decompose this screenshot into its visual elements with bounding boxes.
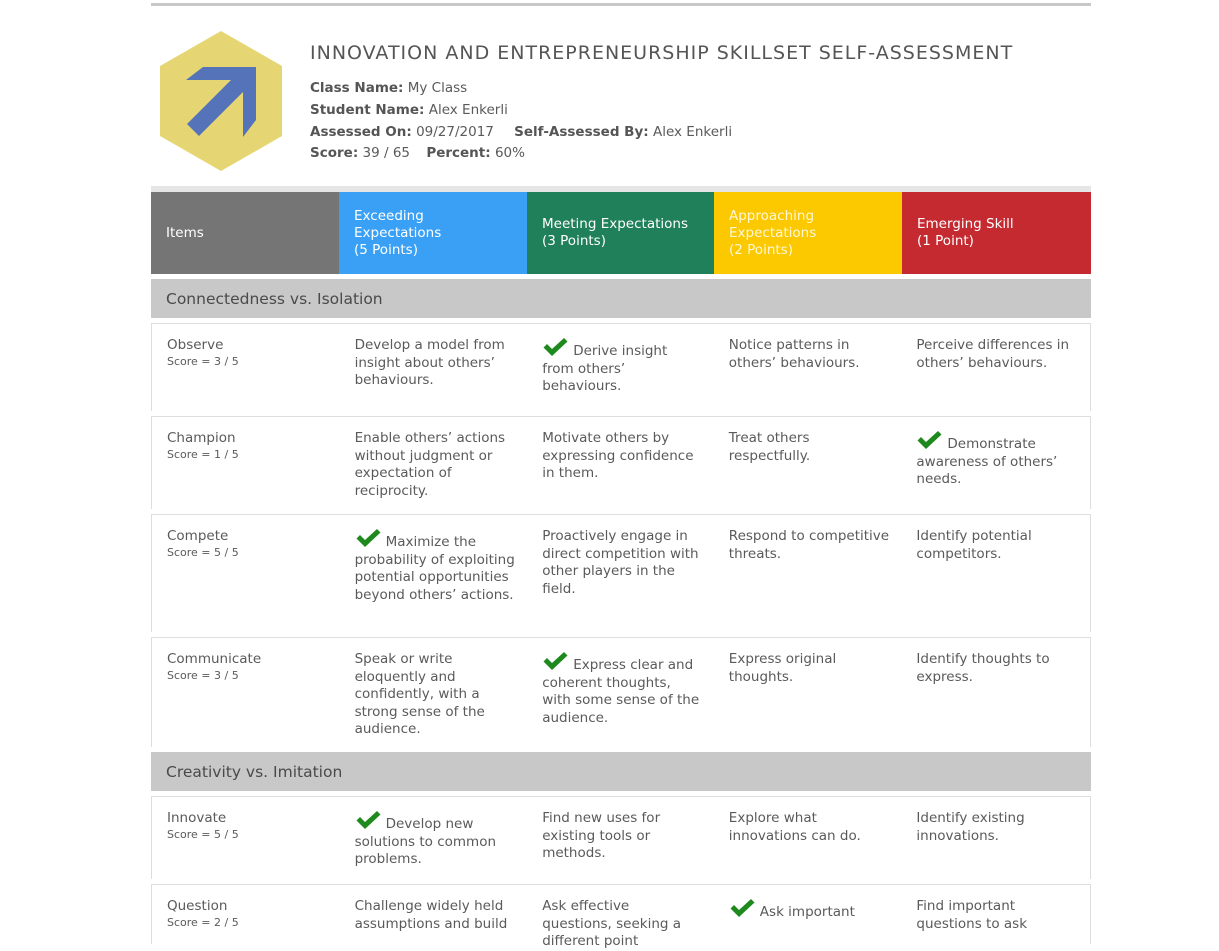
column-header-approaching-points: (2 Points) (729, 241, 793, 258)
checkmark-icon (355, 528, 382, 548)
exceeding-cell: Develop a model from insight about others’ behaviours. (354, 337, 505, 388)
item-cell (152, 797, 340, 879)
column-header-exceeding-points: (5 Points) (354, 241, 418, 258)
self-assessed-by-label: Self-Assessed By: (514, 124, 649, 140)
self-assessed-by-value: Alex Enkerli (652, 124, 733, 140)
logo-hexagon-arrow-icon (159, 30, 283, 172)
meeting-text: Derive insight from others’ behaviours. (542, 343, 668, 394)
section-header: Connectedness vs. Isolation (151, 279, 1091, 318)
item-score: Score = 5 / 5 (167, 545, 239, 559)
meeting-cell (527, 638, 714, 747)
item-score: Score = 5 / 5 (167, 827, 239, 841)
item-name: Observe (167, 337, 224, 353)
checkmark-icon (729, 898, 756, 918)
page-title: INNOVATION AND ENTREPRENEURSHIP SKILLSET SELF-ASSESSMENT (310, 42, 1014, 64)
item-cell (152, 417, 340, 509)
top-divider (151, 3, 1091, 6)
score-line (310, 145, 525, 161)
column-header-meeting-label: Meeting Expectations (542, 216, 688, 232)
assessed-on-line (310, 124, 732, 140)
student-name-label: Student Name: (310, 102, 425, 118)
approaching-cell: Explore what innovations can do. (728, 810, 861, 844)
section-header: Creativity vs. Imitation (151, 752, 1091, 791)
column-header-emerging-label: Emerging Skill (917, 216, 1014, 232)
table-row (151, 884, 1091, 949)
item-name: Question (167, 898, 228, 914)
column-header-items (151, 192, 339, 274)
column-header-exceeding-label: Exceeding Expectations (354, 207, 442, 241)
item-name: Communicate (167, 651, 262, 667)
checkmark-icon (542, 337, 569, 357)
item-score: Score = 3 / 5 (167, 354, 239, 368)
item-name: Compete (167, 528, 229, 544)
column-header-emerging (902, 192, 1091, 274)
column-header-exceeding (339, 192, 527, 274)
class-name-label: Class Name: (310, 80, 404, 96)
rubric-header-row (151, 189, 1091, 274)
emerging-cell (901, 417, 1090, 509)
item-cell (152, 885, 340, 944)
emerging-cell: Identify existing innovations. (916, 810, 1025, 844)
approaching-cell: Notice patterns in others’ behaviours. (728, 337, 860, 371)
table-row (151, 416, 1091, 509)
emerging-cell: Find important questions to ask (916, 898, 1028, 932)
meeting-cell (527, 324, 714, 411)
column-header-approaching (714, 192, 902, 274)
column-header-approaching-label: Approaching Expectations (729, 207, 817, 241)
item-score: Score = 2 / 5 (167, 915, 239, 929)
meeting-cell: Find new uses for existing tools or methods. (542, 810, 661, 861)
class-name-line (310, 80, 467, 96)
rubric-table (151, 186, 1091, 949)
exceeding-cell: Challenge widely held assumptions and build (354, 898, 508, 932)
item-cell (152, 638, 340, 747)
item-name: Champion (167, 430, 236, 446)
meeting-text: Express clear and coherent thoughts, with some sense of the audience. (542, 657, 700, 726)
approaching-text: Ask important (759, 904, 855, 920)
emerging-cell: Identify potential competitors. (916, 528, 1032, 562)
meeting-cell: Motivate others by expressing confidence in them. (542, 430, 694, 481)
exceeding-cell (340, 515, 528, 632)
class-name-value: My Class (407, 80, 468, 96)
approaching-cell: Respond to competitive threats. (728, 528, 890, 562)
meeting-cell: Proactively engage in direct competition with other players in the field. (542, 528, 699, 597)
item-score: Score = 3 / 5 (167, 668, 239, 682)
checkmark-icon (355, 810, 382, 830)
table-row (151, 796, 1091, 879)
item-cell (152, 324, 340, 411)
table-row (151, 637, 1091, 747)
meeting-cell: Ask effective questions, seeking a different point (542, 898, 682, 949)
exceeding-cell: Speak or write eloquently and confidently, with a strong sense of the audience. (354, 651, 485, 737)
item-score: Score = 1 / 5 (167, 447, 239, 461)
approaching-cell: Express original thoughts. (728, 651, 837, 685)
item-cell (152, 515, 340, 632)
column-header-meeting-points: (3 Points) (542, 233, 606, 249)
item-name: Innovate (167, 810, 227, 826)
percent-label: Percent: (426, 145, 491, 161)
table-row (151, 514, 1091, 632)
exceeding-cell (340, 797, 528, 879)
emerging-cell: Identify thoughts to express. (916, 651, 1050, 685)
exceeding-cell: Enable others’ actions without judgment or expectation of reciprocity. (354, 430, 506, 499)
assessed-on-value: 09/27/2017 (416, 124, 494, 140)
emerging-cell: Perceive differences in others’ behaviours. (916, 337, 1070, 371)
checkmark-icon (542, 651, 569, 671)
column-header-meeting (527, 192, 714, 274)
emerging-text: Demonstrate awareness of others’ needs. (916, 436, 1058, 487)
score-label: Score: (310, 145, 359, 161)
percent-value: 60% (494, 145, 525, 161)
assessed-on-label: Assessed On: (310, 124, 412, 140)
column-header-emerging-points: (1 Point) (917, 233, 974, 249)
approaching-cell (714, 885, 902, 944)
score-value: 39 / 65 (362, 145, 411, 161)
checkmark-icon (916, 430, 943, 450)
exceeding-text: Develop new solutions to common problems. (354, 816, 497, 867)
approaching-cell: Treat others respectfully. (728, 430, 811, 464)
table-row (151, 323, 1091, 411)
student-name-value: Alex Enkerli (428, 102, 508, 118)
exceeding-text: Maximize the probability of exploiting potential opportunities beyond others’ actions. (354, 534, 515, 603)
column-header-items-label: Items (166, 224, 204, 241)
student-name-line (310, 102, 508, 118)
